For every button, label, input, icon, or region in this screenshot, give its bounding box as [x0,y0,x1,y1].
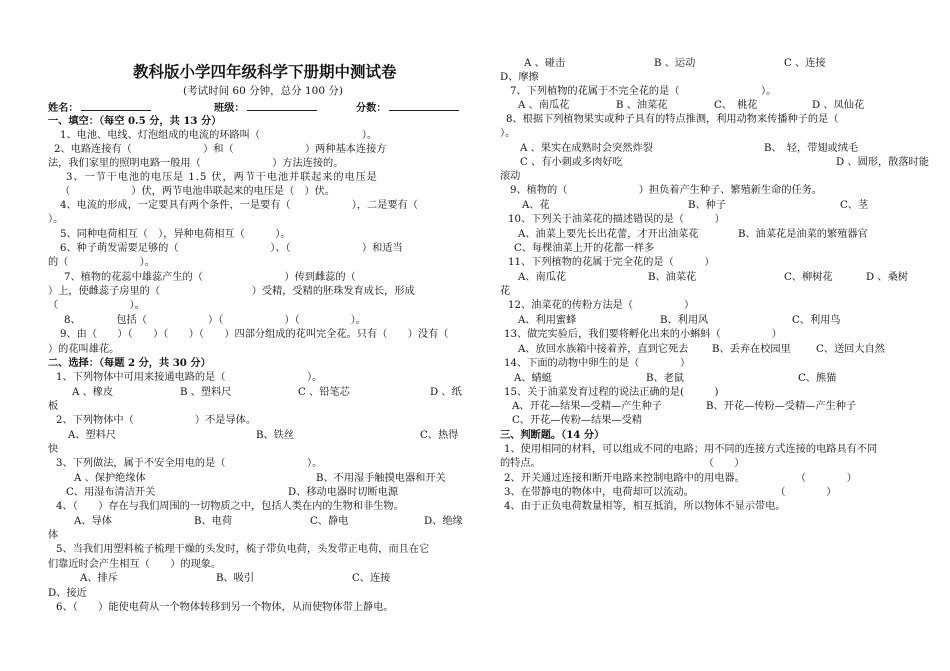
option[interactable]: D、绝缘 [424,516,463,527]
choice-q7-options [500,99,912,112]
option[interactable]: B、种子 [688,200,727,211]
choice-q12: 12、油菜花的传粉方法是（ ） [508,300,695,311]
choice-q5-options [48,572,466,585]
option[interactable]: A、塑料尺 [68,430,117,441]
option[interactable]: B、电荷 [194,516,233,527]
option[interactable]: D 、桑树 [866,272,908,283]
option[interactable]: A、花 [522,200,550,211]
option[interactable]: A 、保护绝缘体 [74,473,146,484]
choice-q2-tail: 快 [48,444,59,455]
option[interactable]: D 、凤仙花 [812,100,865,111]
choice-q8-options-row1 [500,142,912,155]
option[interactable]: A、南瓜花 [518,272,567,283]
option[interactable]: A、放回水族箱中接着养，直到它死去 [518,344,689,355]
option[interactable]: C、用湿布清洁开关 [66,487,156,498]
option[interactable]: C 、有小刺或多肉好吃 [520,157,623,168]
option[interactable]: C、柳树花 [784,272,833,283]
fill-q6-line2: 的（ ）。 [48,257,155,268]
option[interactable]: A、蜻蜓 [514,373,552,384]
choice-q10-option-c[interactable]: C、每棵油菜上开的花都一样多 [514,243,655,254]
choice-q14: 14、下面的动物中卵生的是（ ） [504,358,691,369]
choice-q11-tail: 花 [500,286,511,297]
option[interactable]: C、静电 [310,516,349,527]
fill-q7-line3: （ ）。 [48,300,145,311]
option[interactable]: C、连接 [352,573,391,584]
class-field[interactable] [247,101,317,111]
option[interactable]: C、热得 [420,430,459,441]
judge-q1-line2: 的特点。 （ ） [500,458,745,469]
judge-q2: 2、开关通过连接和断开电路来控制电路中的用电器。 （ ） [504,473,857,484]
option[interactable]: B、老鼠 [646,373,685,384]
option[interactable]: B 、油菜花 [616,100,668,111]
choice-q13-options [500,343,912,356]
option[interactable]: B、铁丝 [256,430,295,441]
fill-q5: 5、同种电荷相互（ ），异种电荷相互（ ）。 [60,229,291,240]
fill-q7-line2: ）上，使雌蕊子房里的（ ）受精，受精的胚珠发育成长，形成 [48,286,415,297]
option[interactable]: B 、塑料尺 [180,387,232,398]
fill-q2-line2: 法，我们家里的照明电路一般用（ ）方法连接的。 [48,158,344,169]
option[interactable]: B、利用风 [660,315,709,326]
choice-q9-options [500,199,912,212]
option[interactable]: A、导体 [74,516,112,527]
name-label: 姓名： [48,102,79,114]
choice-q13: 13、做完实验后，我们要将孵化出来的小蝌蚪（ ） [504,329,782,340]
option[interactable]: B、 轻，带翅或绒毛 [764,143,859,154]
option[interactable]: C 、铅笔芯 [298,387,350,398]
option[interactable]: B、不用湿手触摸电器和开关 [316,473,446,484]
choice-q1: 1、下列物体中可用来接通电路的是（ ）。 [56,372,323,383]
option[interactable]: A 、橡皮 [72,387,114,398]
choice-q8-line1: 8、根据下列植物果实或种子具有的特点推测，利用动物来传播种子的是（ [506,114,839,125]
choice-q8-options-row2 [500,156,929,169]
choice-q10: 10、下列关于油菜花的描述错误的是（ ） [508,214,725,225]
option[interactable]: C、送回大自然 [816,344,885,355]
choice-q6: 6、（ ）能使电荷从一个物体转移到另一个物体，从而使物体带上静电。 [56,602,394,613]
option[interactable]: D 、纸 [430,387,462,398]
choice-q8-line2: ）。 [500,128,516,139]
choice-q9: 9、植物的（ ）担负着产生种子、繁殖新生命的任务。 [510,185,823,196]
choice-q4: 4、（ ）存在与我们周围的一切物质之中，包括人类在内的生物和非生物。 [56,501,404,512]
choice-q7: 7、下列植物的花属于不完全花的是（ ）。 [510,86,777,97]
choice-q11-options [500,271,912,284]
option[interactable]: B、油菜花 [648,272,697,283]
choice-q5-line1: 5、当我们用塑料梳子梳理干燥的头发时，梳子带负电荷，头发带正电荷，而且在它 [56,544,430,555]
section-2-title: 二、选择：（每题 2 分，共 30 分） [48,357,211,369]
option[interactable]: C、利用鸟 [792,315,841,326]
choice-q3-options-row2 [48,486,466,499]
fill-q3-line1: 3、一节干电池的电压是 1.5 伏，两节干电池并联起来的电压是 [66,172,378,183]
option[interactable]: D、移动电器时切断电源 [288,487,399,498]
choice-q10-options-row1 [500,228,912,241]
score-field[interactable] [389,101,459,111]
fill-q3-line2: （ ）伏，两节电池串联起来的电压是（ ）伏。 [60,186,336,197]
choice-q8-tail: 滚动 [500,171,521,182]
choice-q4-options [48,515,466,528]
option[interactable]: A、利用蜜蜂 [518,315,577,326]
choice-q15-option-c[interactable]: C、开花—传粉—结果—受精 [512,415,643,426]
option[interactable]: C 、连接 [784,58,826,69]
option[interactable]: A、排斥 [80,573,118,584]
judge-q1-line1: 1、使用相同的材料，可以组成不同的电路；用不同的连接方式连接的电路具有不同 [504,444,878,455]
option[interactable]: A、开花—结果—受精—产生种子 [512,401,662,412]
fill-q2-line1: 2、电路连接有（ ）和（ ）两种基本连接方 [54,144,387,155]
option[interactable]: C、熊猫 [798,373,837,384]
choice-q12-options [500,314,912,327]
fill-q1: 1、电池、电线、灯泡组成的电流的环路叫（ ）。 [60,130,378,141]
choice-q1-options [48,386,466,399]
option[interactable]: D 、圆形，散落时能 [836,157,929,168]
score-group [356,101,459,115]
choice-q4-tail: 体 [48,530,59,541]
choice-q14-options [500,372,912,385]
page-title: 教科版小学四年级科学下册期中测试卷 [133,62,397,81]
student-info-row [48,101,466,115]
option[interactable]: A 、碰击 [524,58,566,69]
fill-q9-line1: 9、由（ ）（ ）（ ）（ ）四部分组成的花叫完全花。只有（ ）没有（ [60,329,449,340]
fill-q4-line2: ）。 [48,214,64,225]
section-1-title: 一、填空：（每空 0.5 分，共 13 分） [48,115,222,127]
choice-q6-options [500,57,912,70]
option[interactable]: A 、南瓜花 [518,100,570,111]
fill-q9-line2: ）的花叫雄花。 [48,344,120,355]
fill-q7-line1: 7、植物的花蕊中雄蕊产生的（ ）传到雌蕊的（ [64,272,407,283]
option[interactable]: B、油菜花是油菜的繁殖器官 [738,229,868,240]
option[interactable]: A、油菜上要先长出花蕾，才开出油菜花 [518,229,699,240]
fill-q8: 8、 包括（ ）（ ）（ ）。 [64,315,366,326]
option[interactable]: C、 桃花 [714,100,758,111]
choice-q2-options [48,429,466,442]
choice-q3: 3、下列做法，属于不安全用电的是（ ）。 [56,458,323,469]
option[interactable]: B 、运动 [654,58,696,69]
judge-q4: 4、由于正负电荷数量相等，相互抵消，所以物体不显示带电。 [504,501,786,512]
option[interactable]: B、丢弃在校园里 [712,344,791,355]
option[interactable]: A 、果实在成熟时会突然炸裂 [520,143,653,154]
choice-q2: 2、下列物体中（ ）不是导体。 [56,415,257,426]
choice-q15-options-row1 [500,400,912,413]
fill-q4-line1: 4、电流的形成，一定要具有两个条件，一是要有（ ），二是要有（ [60,200,418,211]
choice-q5-line2: 们靠近时会产生相互（ ）的现象。 [48,559,222,570]
score-label: 分数： [356,102,387,114]
option[interactable]: C、茎 [840,200,869,211]
choice-q5-tail[interactable]: D、接近 [48,588,87,599]
option[interactable]: B、吸引 [216,573,255,584]
section-3-title: 三、判断题。（14 分） [500,429,605,441]
choice-q1-tail: 板 [48,401,59,412]
choice-q15: 15、关于油菜发育过程的说法正确的是( ) [504,387,719,398]
choice-q3-options-row1 [48,472,466,485]
name-field[interactable] [81,101,151,111]
exam-subtitle: (考试时间 60 分钟，总分 100 分) [183,85,343,97]
option[interactable]: B、开花—传粉—受精—产生种子 [706,401,857,412]
fill-q6-line1: 6、种子萌发需要足够的（ ）、（ ）和适当 [60,243,403,254]
judge-q3: 3、在带静电的物体中，电荷却可以流动。 （ ） [504,487,837,498]
choice-q6-tail[interactable]: D、摩擦 [500,72,539,83]
class-group [214,101,317,115]
choice-q11: 11、下列植物的花属于完全花的是（ ） [508,257,715,268]
class-label: 班级： [214,102,245,114]
